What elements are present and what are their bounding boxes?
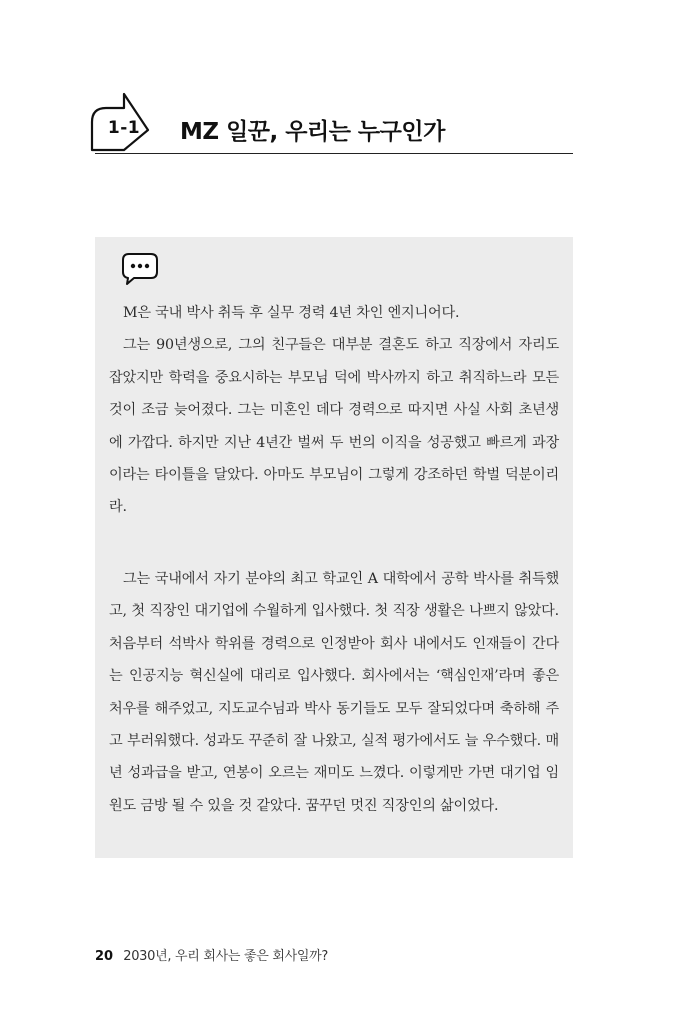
case-paragraph-1 — [109, 297, 559, 524]
speech-bubble-ellipsis-icon — [121, 252, 159, 286]
section-number: 1-1 — [107, 118, 141, 138]
case-paragraph-1-text: M은 국내 박사 취득 후 실무 경력 4년 차인 엔지니어다. 그는 90년생으로, 그의 친구들은 대부분 결혼도 하고 직장에서 자리도 잡았지만 학력을 중요시하는 부모님 덕에 박사까지 하고 취직하느라 모든 것이 조금 늦어졌다. 그는 미혼인 데다 경력으로 따지면 사실 사회 초년생에 가깝다. 하지만 지난 4년간 벌써 두 번의 이직을 성공했고 빠르게 과장이라는 타이틀을 달았다. 아마도 부모님이 그렇게 강조하던 학벌 덕분이리라. — [109, 305, 559, 516]
chapter-header — [0, 0, 691, 160]
header-divider — [95, 153, 573, 154]
book-title: 2030년, 우리 회사는 좋은 회사일까? — [123, 949, 328, 964]
section-title: MZ 일꾼, 우리는 누구인가 — [180, 119, 445, 145]
case-paragraph-2-text: 그는 국내에서 자기 분야의 최고 학교인 A 대학에서 공학 박사를 취득했고, 첫 직장인 대기업에 수월하게 입사했다. 첫 직장 생활은 나쁘지 않았다. 처음부터 석박사 학위를 경력으로 인정받아 회사 내에서도 인재들이 간다는 인공지능 혁신실에 대리로 입사했다. 회사에서는 ‘핵심인재’라며 좋은 처우를 해주었고, 지도교수님과 박사 동기들도 모두 잘되었다며 축하해 주고 부러워했다. 성과도 꾸준히 잘 나왔고, 실적 평가에서도 늘 우수했다. 매년 성과급을 받고, 연봉이 오르는 재미도 느꼈다. 이렇게만 가면 대기업 임원도 금방 될 수 있을 것 같았다. 꿈꾸던 멋진 직장인의 삶이었다. — [109, 571, 559, 814]
case-paragraph-2 — [109, 563, 559, 822]
page-number: 20 — [95, 949, 114, 964]
page-footer — [95, 945, 328, 964]
case-study-box — [95, 237, 573, 858]
